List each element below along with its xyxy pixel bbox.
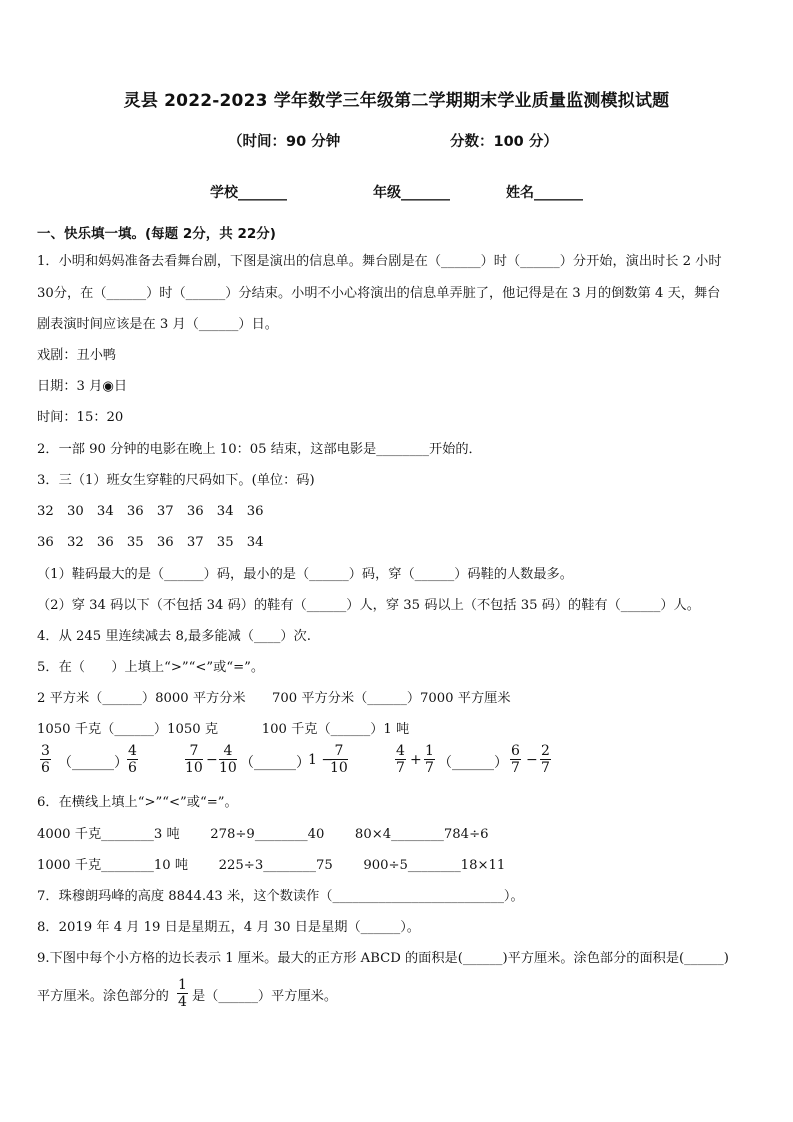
q3-sizes-row1: 32 30 34 36 37 36 34 36 [37, 504, 264, 519]
q6-line1: 6．在横线上填上“>”“<”或“=”。 [37, 795, 238, 810]
q3-sub2: （2）穿 34 码以下（不包括 34 码）的鞋有（______）人，穿 35 码以上（不包括 35 码）的鞋有（______）人。 [37, 598, 700, 613]
q5-blank: （______） [58, 755, 128, 771]
exam-score: 分数：100 分） [450, 134, 558, 150]
fraction: 4 7 [396, 743, 405, 776]
q9-line2-end: 是（______）平方厘米。 [192, 989, 338, 1004]
q9-line1: 9.下图中每个小方格的边长表示 1 厘米。最大的正方形 ABCD 的面积是(______)平方厘米。涂色部分的面积是(______) [37, 951, 729, 966]
q5-blank: （______） [438, 755, 508, 771]
fraction: 1 4 [178, 977, 187, 1010]
q3-sub1: （1）鞋码最大的是（______）码，最小的是（______）码，穿（______）码鞋的人数最多。 [37, 567, 573, 582]
q4: 4．从 245 里连续减去 8,最多能减（____）次. [37, 629, 311, 644]
q1-line1: 1．小明和妈妈准备去看舞台剧，下图是演出的信息单。舞台剧是在（______）时（______）分开始，演出时长 2 小时 [37, 254, 722, 269]
plus-sign: + [410, 752, 422, 768]
q1-time: 时间：15：20 [37, 410, 124, 425]
q5-line3: 1050 千克（______）1050 克 100 千克（______）1 吨 [37, 722, 410, 737]
q1-play: 戏剧：丑小鸭 [37, 348, 117, 363]
q6-line3: 1000 千克________10 吨 225÷3________75 900÷5________18×11 [37, 858, 506, 873]
name-field: 姓名_______ [506, 185, 583, 201]
q1-line3: 剧表演时间应该是在 3 月（______）日。 [37, 317, 278, 332]
q2: 2．一部 90 分钟的电影在晚上 10：05 结束，这部电影是________开始的． [37, 442, 482, 457]
q5-line2: 2 平方米（______）8000 平方分米 700 平方分米（______）7000 平方厘米 [37, 691, 511, 706]
minus-sign: − [206, 752, 218, 768]
q8: 8．2019 年 4 月 19 日是星期五，4 月 30 日是星期（______）。 [37, 920, 420, 935]
fraction: 7 10 [185, 743, 203, 776]
q5-blank: （______） [240, 755, 310, 771]
q1-date: 日期：3 月◉日 [37, 379, 128, 394]
grade-field: 年级_______ [373, 185, 450, 201]
page-title: 灵县 2022-2023 学年数学三年级第二学期期末学业质量监测模拟试题 [123, 91, 670, 111]
fraction: 4 10 [219, 743, 237, 776]
fraction: 7 10 [330, 743, 348, 776]
q5-line1: 5．在（ ）上填上“>”“<”或“=”。 [37, 660, 265, 675]
q3-line1: 3．三（1）班女生穿鞋的尺码如下。(单位：码) [37, 473, 315, 488]
fraction: 2 7 [541, 743, 550, 776]
exam-time: （时间：90 分钟 [228, 134, 341, 150]
minus-sign: − [526, 752, 538, 768]
fraction: 4 6 [128, 743, 137, 776]
school-field: 学校_______ [210, 185, 287, 201]
fraction: 6 7 [511, 743, 520, 776]
fraction: 1 7 [425, 743, 434, 776]
q1-line2: 30分，在（______）时（______）分结束。小明不小心将演出的信息单弄脏了，他记得是在 3 月的倒数第 4 天，舞台 [37, 286, 721, 301]
q6-line2: 4000 千克________3 吨 278÷9________40 80×4________784÷6 [37, 827, 489, 842]
section-heading: 一、快乐填一填。(每题 2分，共 22分) [37, 226, 276, 242]
q9-line2-start: 平方厘米。涂色部分的 [37, 989, 169, 1004]
q7: 7．珠穆朗玛峰的高度 8844.43 米，这个数读作（__________________________）。 [37, 889, 524, 904]
q3-sizes-row2: 36 32 36 35 36 37 35 34 [37, 535, 264, 550]
fraction: 3 6 [41, 743, 50, 776]
one-minus: 1 − [308, 752, 334, 768]
